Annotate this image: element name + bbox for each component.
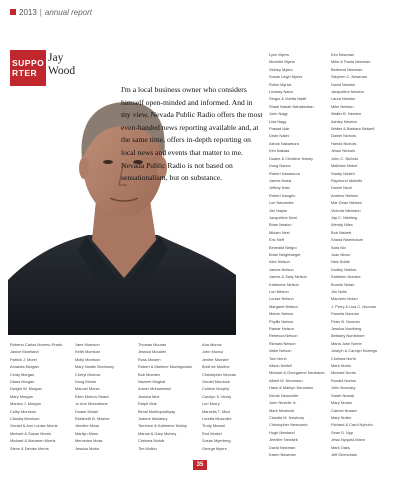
donor-name: Richard Nelson	[269, 340, 296, 346]
supporter-quote: I'm a local business owner who considers himself open-minded and informed. And in my view, Nevada Public Radio offers the most even-handed news reporting available and, at the same time, offers in-depth reporting on local news and events that matter to me. Nevada Public Radio is not based on sensationalism, but on substance.	[121, 85, 263, 183]
donor-name: Melvin Nelson	[269, 311, 294, 317]
donor-name: John Novosky	[331, 385, 356, 391]
donor-name: Jim Nolls	[331, 289, 347, 294]
donor-name: J. Perry & Lisa C. Noonan	[331, 303, 376, 309]
donor-name: Keith Morrison	[75, 349, 101, 355]
donor-name: Jessi Nyquist-Mann	[331, 437, 365, 443]
donor-name: Laura Newton	[331, 96, 356, 102]
donor-name: Stephen C. Newman	[331, 74, 367, 80]
donor-name: Karen Newman	[269, 451, 296, 457]
donor-name: David Newton	[331, 81, 356, 87]
donor-name: Lisa Nagy	[269, 118, 287, 124]
donor-name: Duane & Christine Naney	[269, 155, 313, 161]
donor-name: Jennifer Newkirk	[269, 437, 298, 443]
donor-name: Raymond Nickells	[331, 177, 363, 183]
donor-list-bottom-4	[202, 341, 264, 452]
donor-name: Mike & Paula Newman	[331, 59, 371, 65]
donor-list-bottom-3	[138, 341, 196, 452]
donor-name: Molly Morrison	[75, 356, 101, 362]
donor-name: Sarah Nowak	[331, 392, 355, 398]
donor-name: Richard & Carol Nyholm	[331, 422, 373, 428]
donor-name: Jessica Nordberg	[331, 326, 362, 332]
donor-name: Walter & Barbara Nidwell	[331, 126, 375, 132]
badge-line-1: SUPPO	[12, 58, 45, 68]
donor-name: Matthew Nickel	[331, 163, 358, 169]
donor-name: Victoria Niemann	[331, 207, 361, 213]
donor-name: Brian Neighbarger	[269, 251, 301, 257]
donor-name: Shana Nisenbaum	[331, 237, 364, 243]
donor-name: Ana Munoz	[202, 342, 222, 347]
donor-name: Duane Moser	[75, 408, 99, 414]
donor-name: Lindsay Nabo	[269, 89, 293, 95]
donor-name: Sergio & Voetta Nadif	[269, 96, 307, 102]
donor-name: Marcia & Gary Mulvey	[138, 430, 177, 436]
donor-name: Lori Navarrete	[269, 200, 294, 206]
donor-name: Amanda Morgan	[10, 364, 39, 370]
donor-name: Thomas Mouras	[138, 342, 167, 347]
donor-name: Cheryl Morrow	[75, 371, 101, 377]
donor-name: Trudy Mussel	[202, 423, 226, 429]
donor-name: Claudia Morrison	[10, 416, 40, 422]
donor-name: John C. Nichols	[331, 155, 359, 161]
donor-name: Susan Myerberg	[202, 438, 231, 444]
donor-name: Roberto Carlos Moreno-Prado	[10, 342, 63, 347]
donor-name: Joseph & Carolyn Norrega	[331, 348, 377, 354]
donor-name: Peter B. Noonan	[331, 318, 360, 324]
donor-name: Chelsea North	[331, 355, 356, 361]
donor-name: Mary Nutter	[331, 414, 352, 420]
donor-name: Bob Mueden	[138, 371, 161, 377]
donor-name: Alison Nettell	[269, 363, 292, 369]
donor-name: David Newman	[269, 444, 296, 450]
header-separator: |	[39, 7, 42, 17]
donor-name: John Munoz	[202, 349, 224, 355]
donor-name: Tom Nerzi	[269, 355, 287, 361]
first-name: Jay	[48, 52, 64, 64]
donor-name: Albert M. Neumann	[269, 377, 303, 383]
donor-name: Prasad Nair	[269, 126, 290, 132]
donor-name: Gerald & Ann Louise Morris	[10, 423, 58, 429]
donor-name: Walter B. Newton	[331, 111, 362, 117]
donor-name: Katherine Nelson	[269, 281, 299, 287]
donor-name: Loretta Muzzolini	[202, 416, 232, 422]
donor-name: Harold Nichols	[331, 140, 357, 146]
donor-name: Janice Moreland	[10, 349, 39, 355]
donor-name: Pamela Noonan	[331, 311, 359, 317]
donor-name: Nazeeh Mughal	[138, 379, 166, 385]
donor-name: Christopher Newcomb	[269, 422, 308, 428]
donor-name: Jay C. Niebling	[331, 214, 358, 220]
donor-name: Mar Dean Nielsen	[331, 200, 363, 206]
donor-name: Terrence & Katherine Mulloy	[138, 423, 187, 429]
donor-name: Rebecca Nelson	[269, 333, 298, 339]
donor-name: Brett de Munthe	[202, 364, 230, 370]
donor-name: Maureen Nolan	[331, 296, 358, 302]
donor-name: Diana Morgan	[10, 379, 35, 385]
donor-name: Jennifer Moss	[75, 423, 100, 429]
donor-name: Dean Nakhi	[269, 133, 290, 139]
donor-name: James & Sally Nelson	[269, 274, 307, 280]
header-square-icon	[10, 9, 16, 15]
donor-name: Michael Norris	[331, 370, 356, 376]
donor-name: Dudley Nobles	[331, 266, 357, 272]
donor-name: Michael & Susan Morris	[10, 430, 52, 436]
donor-list-bottom-1	[10, 341, 68, 452]
supporter-badge	[10, 50, 46, 86]
page-number: 35	[193, 460, 207, 470]
donor-name: Robert Nanamura	[269, 170, 300, 176]
donor-name: Dwight W. Morgan	[10, 386, 42, 392]
donor-name: Mark Norris	[331, 363, 352, 369]
donor-name: Robert Naughn	[269, 192, 296, 198]
donor-name: Lori Nelson	[269, 289, 289, 294]
donor-name: Sara Nix	[331, 244, 346, 250]
donor-list-right-1	[269, 51, 331, 458]
donor-name: Mercedes Moss	[75, 438, 103, 444]
donor-name: Sandy Nickell	[331, 170, 355, 176]
donor-name: James Nelson	[269, 266, 294, 272]
donor-name: Colby Morrison	[10, 408, 37, 414]
donor-name: Jessica Moulder	[138, 349, 167, 355]
donor-name: Ramar Nelson	[269, 326, 294, 332]
donor-name: Mark Oaks	[331, 444, 350, 450]
donor-name: Susan Leigh Myers	[269, 74, 303, 80]
donor-name: Ashok Nakamura	[269, 140, 299, 146]
donor-name: Manuel Morse	[75, 386, 100, 392]
donor-name: Claudia M. Newbury	[269, 414, 305, 420]
donor-name: Juan Nixon	[331, 251, 351, 257]
donor-list-bottom-2	[75, 341, 133, 452]
donor-name: Carmel Nusser	[331, 407, 357, 413]
donor-name: Tim Mulkin	[138, 445, 157, 451]
donor-name: Michelle Myers	[269, 59, 295, 65]
header-label: annual report	[44, 7, 93, 17]
donor-name: Mary Hardin Morrissey	[75, 364, 115, 370]
donor-name: Mike Newton	[331, 103, 354, 109]
donor-name: Jim Naylor	[269, 207, 288, 213]
donor-name: Jacqueline Newton	[331, 89, 364, 95]
donor-name: Daniel Nichols	[331, 133, 356, 139]
donor-name: Rod Mutzel	[202, 430, 222, 436]
donor-name: Sean D. Nyp	[331, 429, 354, 435]
donor-name: Anwer Muhammad	[138, 386, 171, 392]
donor-name: Bob Nisbett	[331, 229, 352, 235]
donor-name: Robin Myrick	[269, 81, 292, 87]
donor-name: Shadi Nahab Nahabedian	[269, 103, 314, 109]
donor-name: Jo Ann Morzatrone	[75, 401, 108, 407]
donor-name: Wendy Niles	[331, 222, 353, 228]
donor-name: Bertrand Newman	[331, 66, 363, 72]
donor-name: Phyllis Nelson	[269, 318, 294, 324]
donor-name: Christopher Murcas	[202, 371, 236, 377]
donor-name: Nicole Neuschfer	[269, 392, 299, 398]
donor-name: Jenifer Munster	[202, 356, 229, 362]
donor-name: Mary Morgan	[10, 393, 33, 399]
header-year: 2013	[19, 7, 37, 17]
badge-line-2: RTER	[12, 68, 38, 78]
donor-name: John Nevelle Jr.	[269, 400, 297, 406]
donor-name: Jessica Motta	[75, 445, 99, 451]
donor-name: Margaret Nelson	[269, 303, 298, 309]
donor-name: Chelsea Mulvik	[138, 438, 165, 444]
donor-name: Eric Neff	[269, 237, 284, 243]
donor-name: Miriam Neel	[269, 229, 290, 235]
donor-name: Carolyn S. Murry	[202, 393, 232, 399]
donor-name: Ashley Newton	[331, 118, 357, 124]
donor-name: Michael & Georganne Neubauer	[269, 370, 325, 376]
donor-name: Vallie Nelson	[269, 348, 292, 354]
donor-name: Gerald Murdock	[202, 379, 230, 385]
donor-name: Kim Nakata	[269, 148, 290, 154]
donor-name: Jane Morrison	[75, 342, 100, 347]
donor-name: Marilyn Moss	[75, 430, 98, 436]
donor-name: Jeff Obenchain	[331, 451, 358, 457]
donor-name: Brian Nealon	[269, 222, 292, 228]
donor-name: Joanne Mullaney	[138, 416, 168, 422]
donor-name: Monica J. Morgan	[10, 401, 41, 407]
donor-name: Elizabeth B. Mosher	[75, 416, 110, 422]
page-header	[10, 7, 92, 17]
donor-name: Jeffrey Nast	[269, 185, 290, 191]
donor-name: Alex Nelson	[269, 259, 290, 265]
donor-name: Robert & Marlene Mozingowski	[138, 364, 192, 370]
donor-name: Jesse Nichols	[331, 148, 356, 154]
donor-name: Bethany Nordstrom	[331, 333, 365, 339]
donor-name: Andrew Nielsen	[331, 192, 359, 198]
donor-name: Steve & Denise Morris	[10, 445, 49, 451]
last-name: Wood	[48, 65, 76, 77]
donor-name: Daniel Nicol	[331, 185, 352, 191]
donor-name: Patrick J. Morel	[10, 356, 37, 362]
donor-name: Michael & Maureen Morris	[10, 438, 56, 444]
donor-name: Sidney Myers	[269, 66, 293, 72]
donor-name: George Myers	[202, 445, 227, 451]
donor-name: Jacqueline Neal	[269, 214, 297, 220]
donor-name: Marcella T. Muzi	[202, 408, 231, 414]
donor-name: Benedikt Neigro	[269, 244, 297, 250]
donor-name: Mark Newbold	[269, 407, 294, 413]
donor-name: Doug Nance	[269, 163, 291, 169]
donor-name: Collene Murphy	[202, 386, 230, 392]
donor-name: Louise Nelson	[269, 296, 294, 302]
donor-name: Kim Newman	[331, 52, 355, 57]
donor-name: Russ Mowen	[138, 356, 161, 362]
donor-name: Cindy Morgan	[10, 371, 35, 377]
donor-name: Hans & Marilyn Neumann	[269, 385, 314, 391]
donor-name: Doug Morse	[75, 379, 97, 385]
donor-name: Hugh Newland	[269, 429, 295, 435]
donor-name: Nick Noble	[331, 259, 350, 265]
donor-name: Lynn Myers	[269, 52, 289, 57]
donor-name: Bonnie Nolan	[331, 281, 355, 287]
donor-name: Bimal Mukhopadhyay	[138, 408, 176, 414]
donor-name: Maria Jose Norrie	[331, 340, 362, 346]
donor-name: Ronald Norton	[331, 377, 357, 383]
donor-name: Jessica Muir	[138, 393, 160, 399]
donor-name: John Nagy	[269, 111, 288, 117]
donor-name: Ellen Morton-Seard	[75, 393, 109, 399]
donor-name: Lori Murry	[202, 401, 220, 407]
donor-name: Ralph Muir	[138, 401, 157, 407]
donor-name: James Nassl	[269, 177, 292, 183]
donor-name: Kathleen Noeske	[331, 274, 361, 280]
supporter-name	[48, 52, 75, 78]
donor-list-right-2	[331, 51, 391, 458]
donor-name: Mary Nunes	[331, 400, 352, 406]
